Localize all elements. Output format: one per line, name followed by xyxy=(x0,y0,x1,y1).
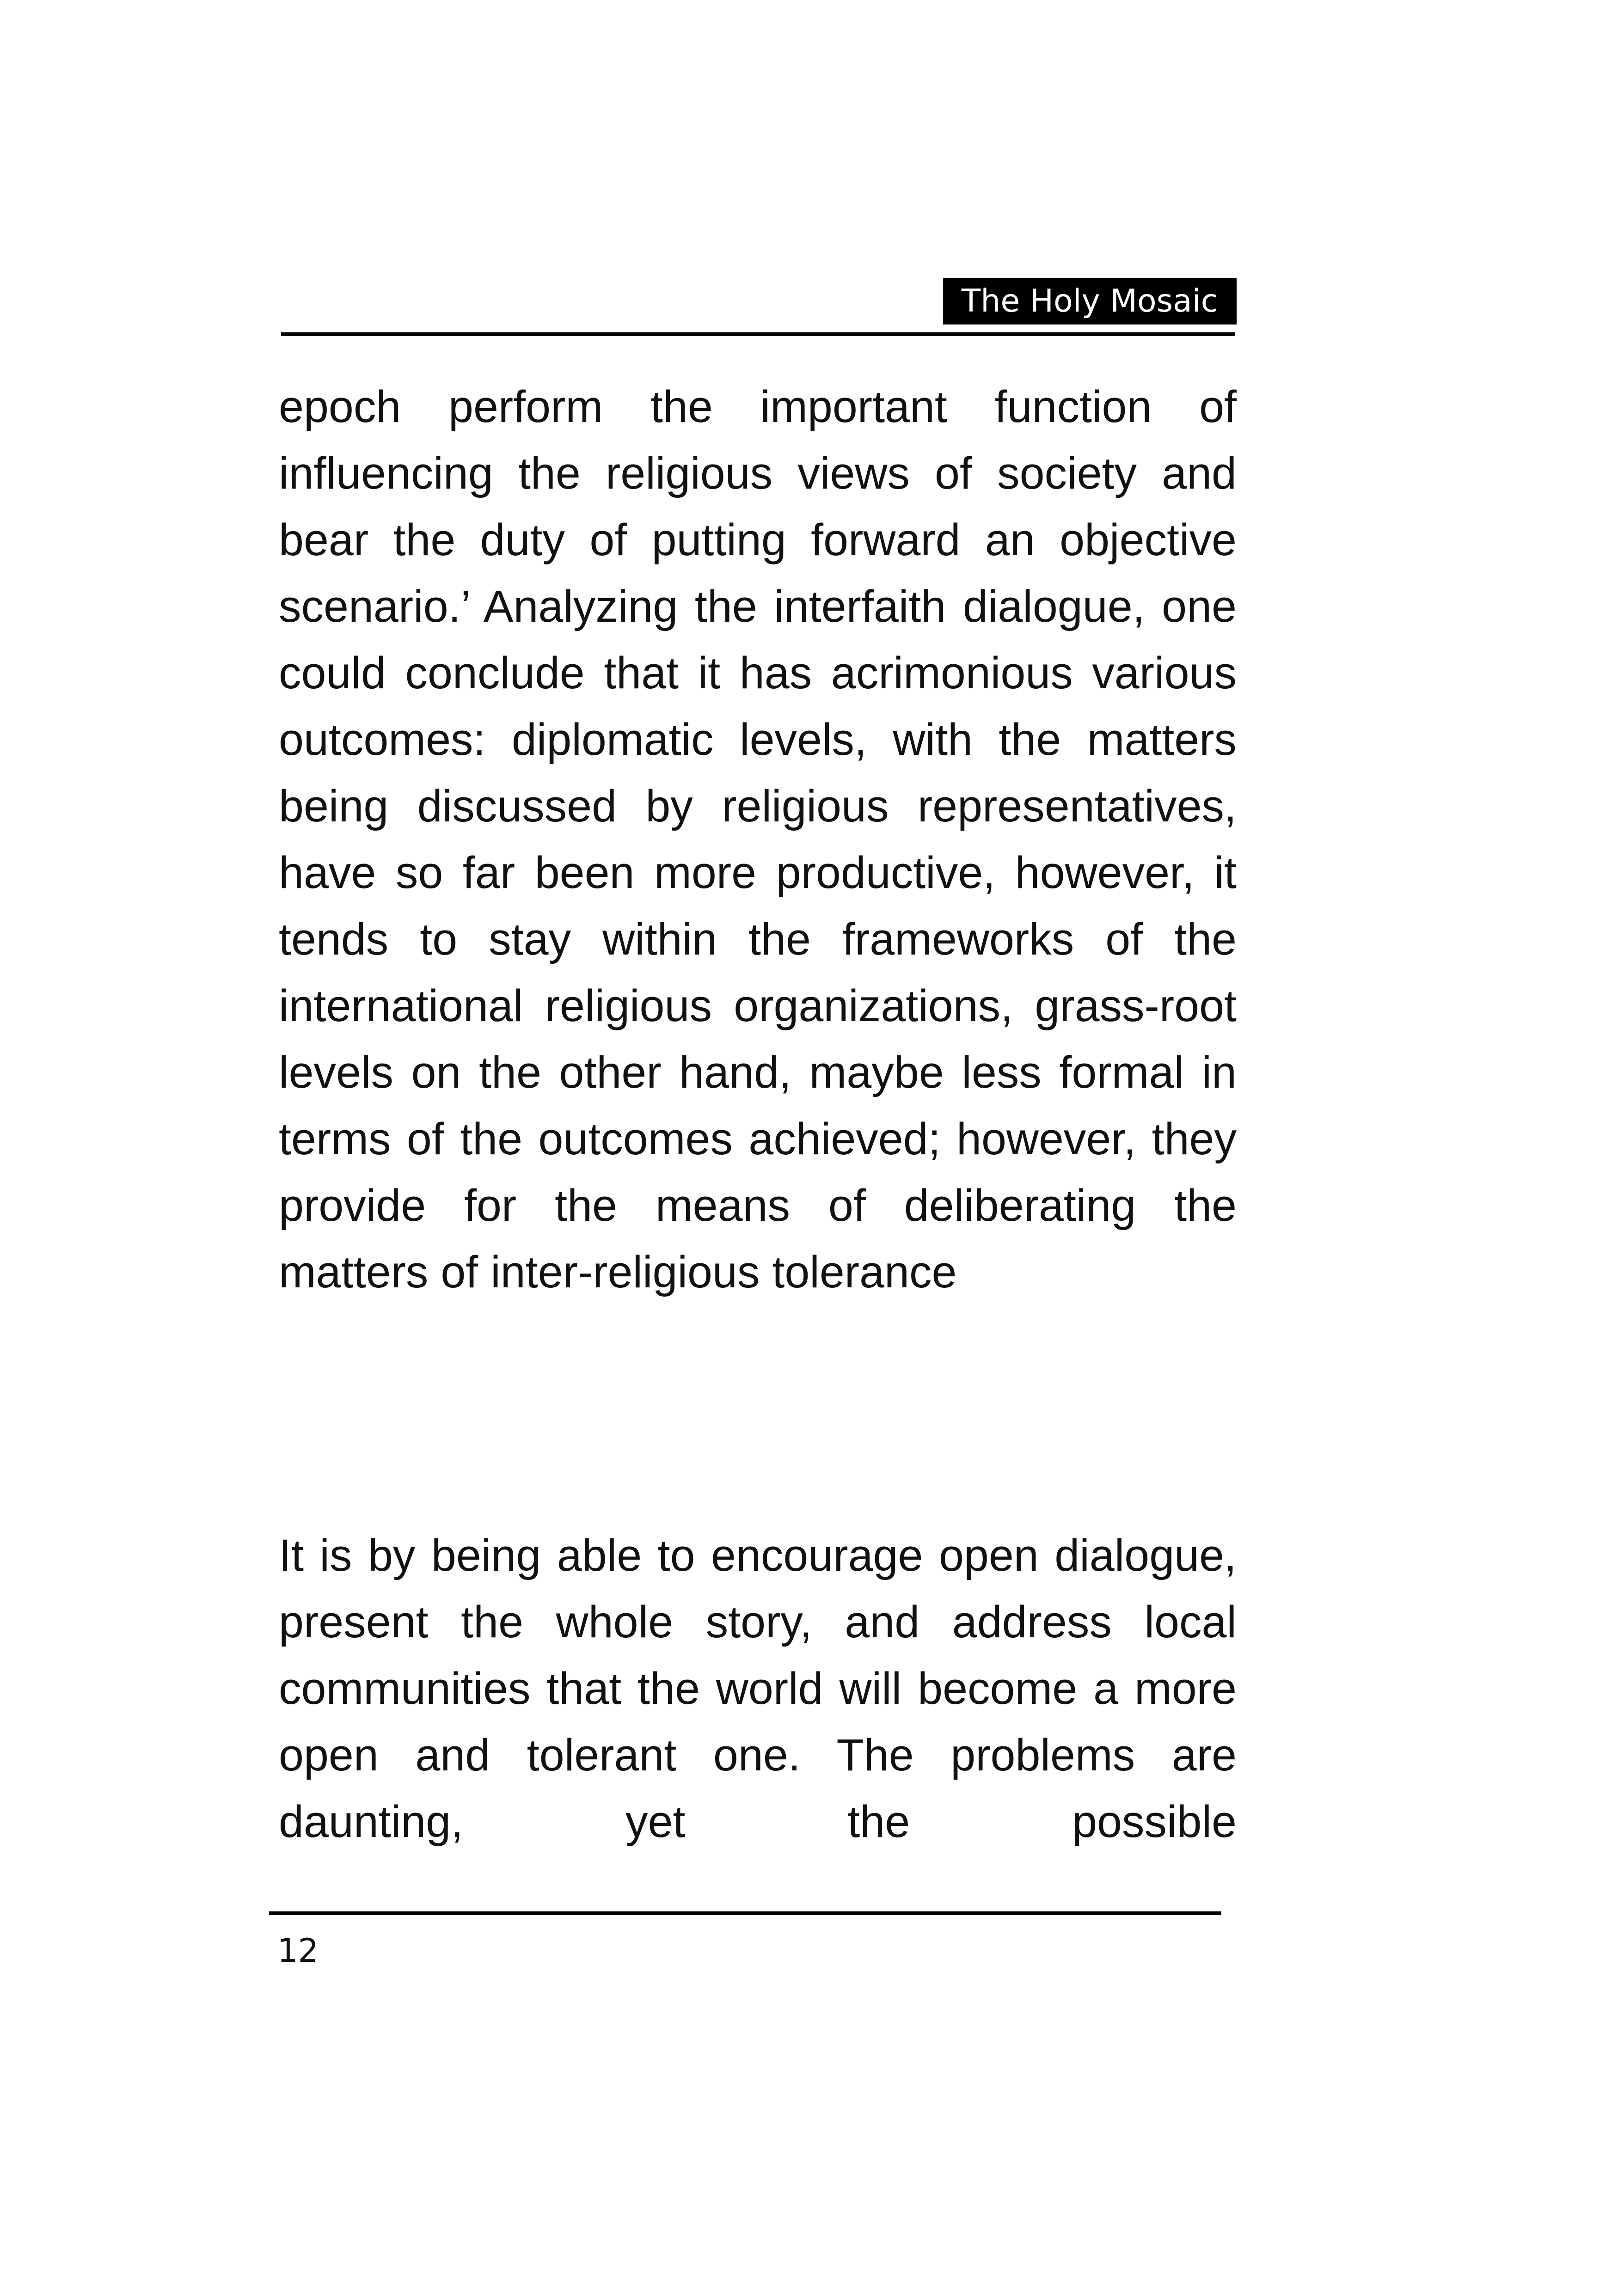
footer-rule xyxy=(269,1911,1221,1915)
page-number: 12 xyxy=(277,1932,319,1970)
header-rule xyxy=(281,332,1235,336)
body-paragraph-2: It is by being able to encourage open dialogue, present the whole story, and address local communities that the world will become a more open and tolerant one. The problems are daunting, yet the possible xyxy=(279,1530,1237,1847)
running-title: The Holy Mosaic xyxy=(943,278,1237,325)
body-paragraph-1: epoch perform the important function of influencing the religious views of society and bear the duty of putting forward an objective scenario.’ Analyzing the interfaith dialogue, one could conclude that it has acrimonious various outcomes: diplomatic levels, with the matters being discussed by religious representatives, have so far been more productive, however, it tends to stay within the frameworks of the international religious organizations, grass-root levels on the other hand, maybe less formal in terms of the outcomes achieved; however, they provide for the means of deliberating the matters of inter-religious tolerance xyxy=(279,381,1237,1297)
